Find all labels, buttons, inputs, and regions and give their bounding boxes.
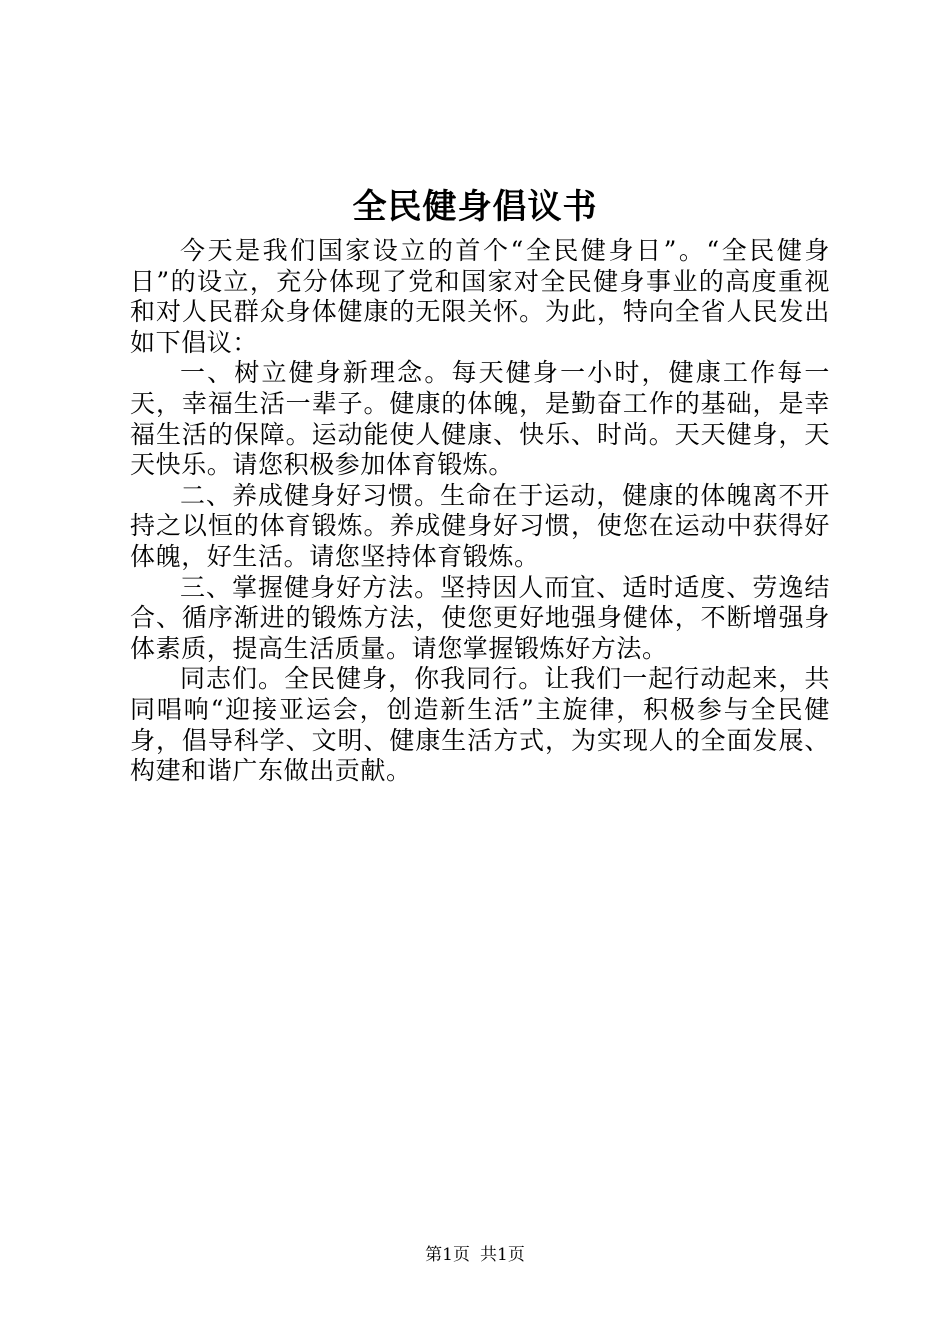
document-body	[130, 236, 830, 787]
page-total: 共1页	[480, 1245, 525, 1265]
document-title: 全民健身倡议书	[352, 187, 598, 227]
page-footer	[0, 1243, 950, 1267]
paragraph-point-1: 一、树立健身新理念。每天健身一小时，健康工作每一天，幸福生活一辈子。健康的体魄，是勤奋工作的基础，是幸福生活的保障。运动能使人健康、快乐、时尚。天天健身，天天快乐。请您积极参加体育锻炼。	[130, 358, 830, 480]
paragraph-point-2: 二、养成健身好习惯。生命在于运动，健康的体魄离不开持之以恒的体育锻炼。养成健身好习惯，使您在运动中获得好体魄，好生活。请您坚持体育锻炼。	[130, 480, 830, 571]
paragraph-point-3: 三、掌握健身好方法。坚持因人而宜、适时适度、劳逸结合、循序渐进的锻炼方法，使您更好地强身健体，不断增强身体素质，提高生活质量。请您掌握锻炼好方法。	[130, 572, 830, 663]
page-number: 第1页	[425, 1245, 470, 1265]
paragraph-intro: 今天是我们国家设立的首个“全民健身日”。“全民健身日”的设立，充分体现了党和国家对全民健身事业的高度重视和对人民群众身体健康的无限关怀。为此，特向全省人民发出如下倡议：	[130, 236, 830, 357]
paragraph-closing: 同志们。全民健身，你我同行。让我们一起行动起来，共同唱响“迎接亚运会，创造新生活”主旋律，积极参与全民健身，倡导科学、文明、健康生活方式，为实现人的全面发展、构建和谐广东做出贡献。	[130, 664, 830, 786]
